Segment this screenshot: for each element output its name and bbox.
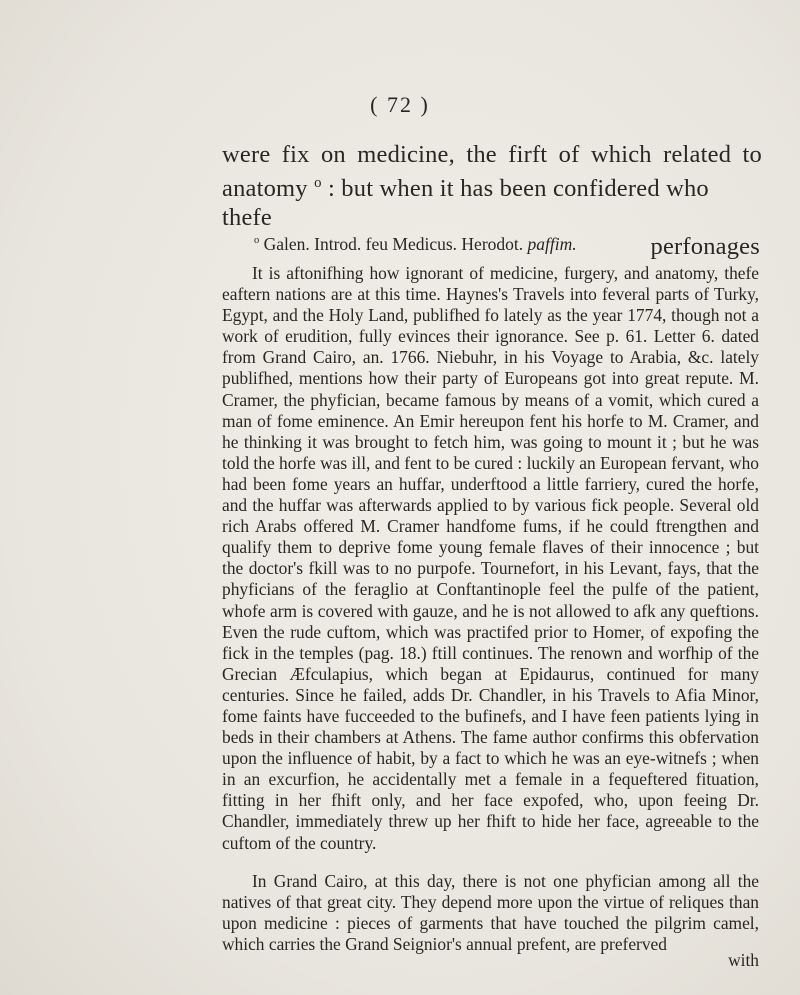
main-text-line-1: were fix on medicine, the firft of which related to <box>222 141 762 168</box>
page-number: ( 72 ) <box>370 92 430 117</box>
footnote-text: Galen. Introd. feu Medicus. Herodot. <box>263 233 524 254</box>
note-paragraph-2: In Grand Cairo, at this day, there is not one phyfician among all the natives of that great city. They depend more upon the virtue of reliques than upon medicine : pieces of garments that have touched the pilgrim camel, which carries the Grand Seignior's annual prefent, are preferved <box>222 870 759 954</box>
catchword: with <box>728 950 759 970</box>
note-paragraph-1: It is aftonifhing how ignorant of medicine, furgery, and anatomy, thefe eaftern nations are at this time. Haynes's Travels into feveral parts of Turky, Egypt, and the Holy Land, publifhed fo lately as the year 1774, though not a work of erudition, fully evinces their ignorance. See p. 61. Letter 6. dated from Grand Cairo, an. 1766. Niebuhr, in his Voyage to Arabia, &c. lately publifhed, mentions how their party of Europeans got into great repute. M. Cramer, the phyfician, became famous by means of a vomit, which cured a man of fome eminence. An Emir hereupon fent his horfe to M. Cramer, and he thinking it was brought to fetch him, was going to mount it ; but he was told the horfe was ill, and fent to be cured : luckily an European fervant, who had been fome years an huffar, underftood a little farriery, cured the horfe, and the huffar was afterwards applied to by various fick people. Several old rich Arabs offered M. Cramer handfome fums, if he could ftrengthen and qualify them to deprive fome young female flaves of their innocence ; but the doctor's fkill was to no purpofe. Tournefort, in his Levant, fays, that the phyficians of the feraglio at Conftantinople feel the pulfe of the patient, whofe arm is covered with gauze, and he is not allowed to afk any queftions. Even the rude cuftom, which was practifed prior to Homer, of expofing the fick in the temples (pag. 18.) ftill continues. The renown and worfhip of the Grecian Æfculapius, which began at Epidaurus, continued for many centuries. Since he failed, adds Dr. Chandler, in his Travels to Afia Minor, fome faints have fucceeded to the bufinefs, and I have feen patients lying in beds in their chambers at Athens. The fame author confirms this obfervation upon the influence of habit, by a fact to which he was an eye-witnefs ; when in an excurfion, he accidentally met a female in a fequeftered fituation, fitting in her fhift only, and her face expofed, who, upon feeing Dr. Chandler, immediately threw up her fhift to hide her face, agreeable to the cuftom of the country. <box>222 263 759 853</box>
main-text-line-2 <box>222 169 762 232</box>
footnote-reference-mark: o <box>314 175 322 191</box>
main-text-line-2-end: : but when it has been confidered who thefe <box>222 175 709 232</box>
main-text-line-2-start: anatomy <box>222 175 308 203</box>
main-text-line-3: perfonages <box>650 233 760 261</box>
footnote <box>254 230 577 255</box>
footnote-mark: o <box>254 235 260 246</box>
footnote-italic: paffim. <box>527 233 577 254</box>
notes-block <box>222 263 759 955</box>
